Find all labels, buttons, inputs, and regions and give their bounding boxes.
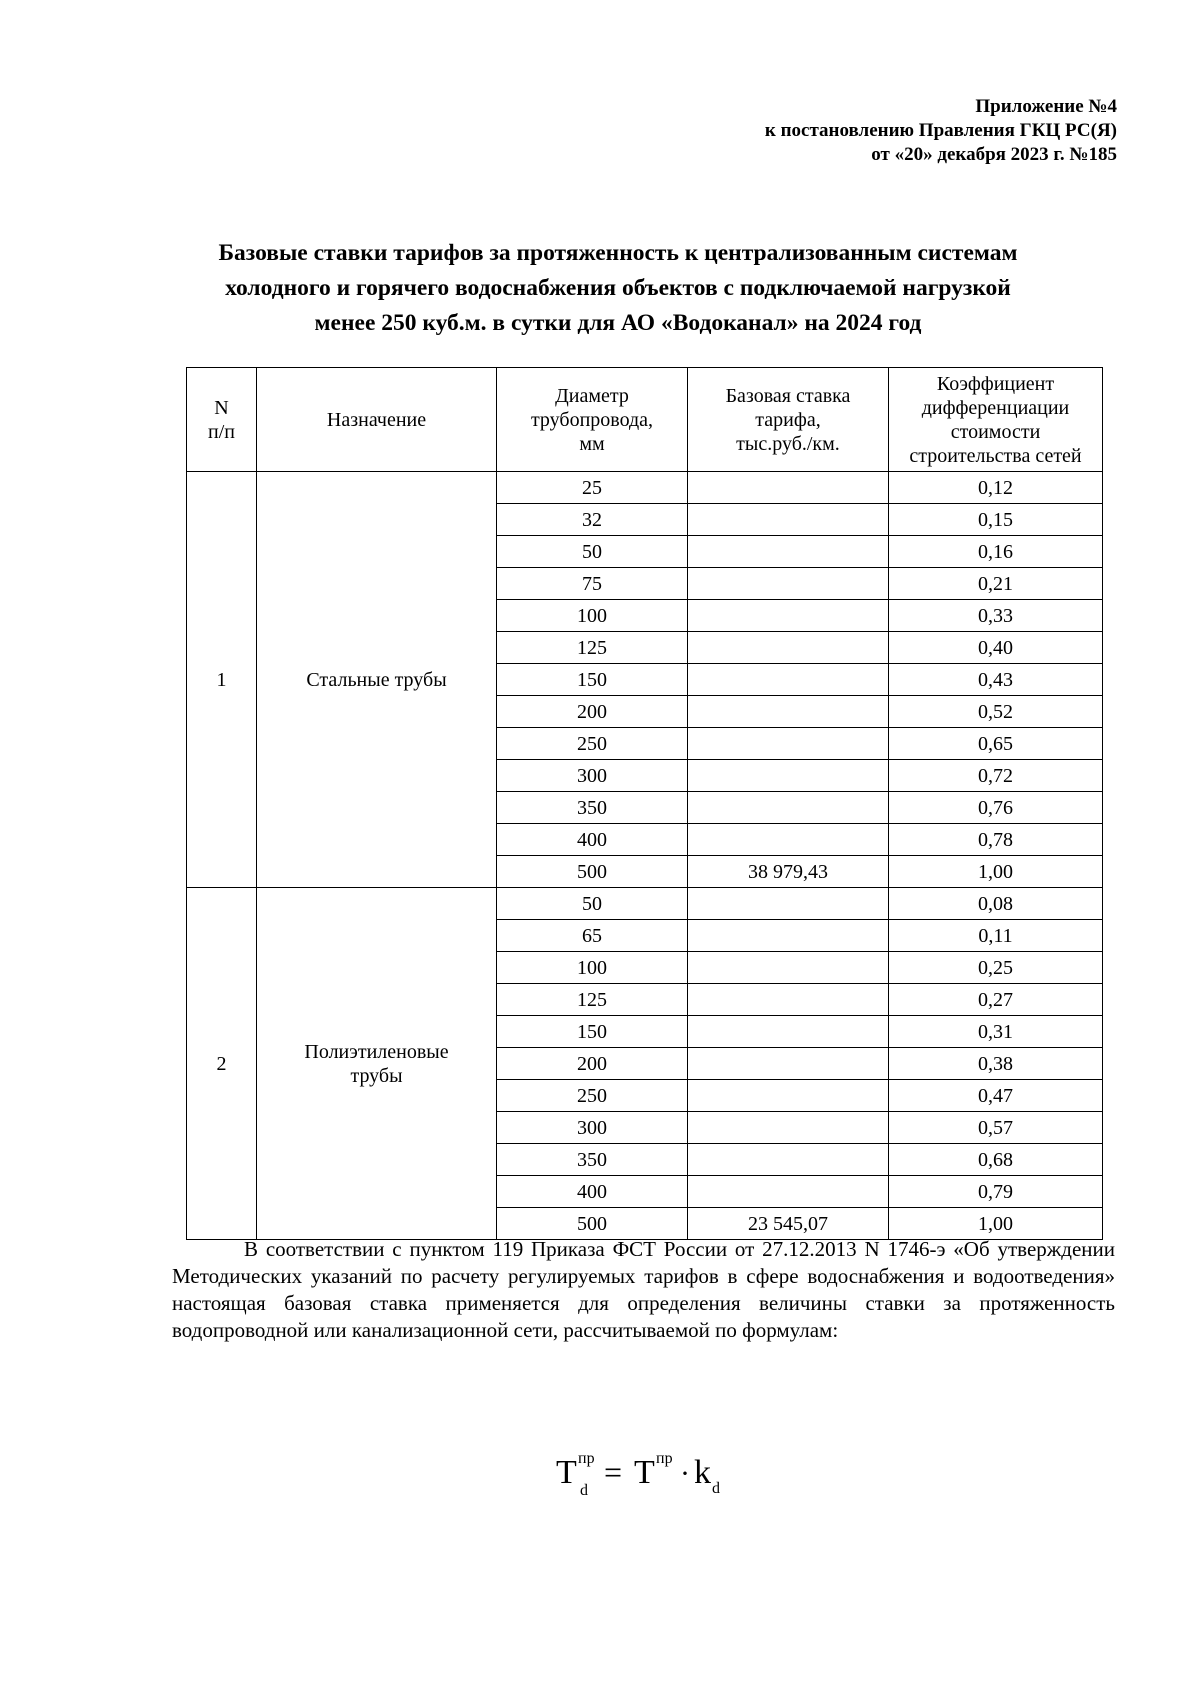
cell-coef: 0,72 <box>889 760 1103 792</box>
cell-rate <box>688 792 889 824</box>
cell-rate <box>688 952 889 984</box>
cell-diameter: 65 <box>497 920 688 952</box>
cell-diameter: 125 <box>497 984 688 1016</box>
body-paragraph: В соответствии с пунктом 119 Приказа ФСТ России от 27.12.2013 N 1746-э «Об утверждении Методических указаний по расчету регулируемых тарифов в сфере водоснабжения и водоотведения» настоящая базовая ставка применяется для определения величины ставки за протяженность водопроводной или канализационной сети, рассчитываемой по формулам: <box>172 1237 1115 1342</box>
formula-lhs-symbol: T <box>556 1454 577 1491</box>
cell-rate <box>688 632 889 664</box>
purpose-line: трубы <box>350 1064 403 1087</box>
formula-lhs-sub: d <box>580 1482 588 1499</box>
cell-diameter: 300 <box>497 1112 688 1144</box>
tariff-table <box>186 367 1103 1240</box>
cell-coef: 0,11 <box>889 920 1103 952</box>
cell-rate <box>688 696 889 728</box>
purpose-line: Стальные трубы <box>306 668 447 691</box>
cell-diameter: 500 <box>497 856 688 888</box>
cell-coef: 0,78 <box>889 824 1103 856</box>
header-coef-line: Коэффициент <box>936 372 1055 395</box>
purpose-line: Полиэтиленовые <box>304 1040 449 1063</box>
cell-rate <box>688 1112 889 1144</box>
appendix-line: к постановлению Правления ГКЦ РС(Я) <box>764 120 1117 141</box>
cell-coef: 0,38 <box>889 1048 1103 1080</box>
formula-rhs-symbol: T <box>634 1454 655 1491</box>
cell-diameter: 200 <box>497 1048 688 1080</box>
cell-rate: 23 545,07 <box>688 1208 889 1240</box>
cell-num: 2 <box>187 888 257 1240</box>
cell-purpose <box>257 472 497 888</box>
header-rate-line: тарифа, <box>755 408 821 431</box>
cell-coef: 0,25 <box>889 952 1103 984</box>
cell-rate: 38 979,43 <box>688 856 889 888</box>
cell-coef: 0,12 <box>889 472 1103 504</box>
cell-rate <box>688 920 889 952</box>
cell-diameter: 50 <box>497 536 688 568</box>
title-line: холодного и горячего водоснабжения объектов с подключаемой нагрузкой <box>225 275 1011 301</box>
cell-rate <box>688 1176 889 1208</box>
cell-diameter: 150 <box>497 1016 688 1048</box>
cell-rate <box>688 536 889 568</box>
header-num-line: N <box>214 396 229 419</box>
header-rate-line: Базовая ставка <box>725 384 851 407</box>
cell-coef: 0,43 <box>889 664 1103 696</box>
cell-rate <box>688 888 889 920</box>
cell-coef: 1,00 <box>889 856 1103 888</box>
cell-diameter: 50 <box>497 888 688 920</box>
cell-coef: 0,47 <box>889 1080 1103 1112</box>
cell-coef: 0,15 <box>889 504 1103 536</box>
cell-diameter: 350 <box>497 792 688 824</box>
formula-coef-symbol: k <box>694 1454 711 1491</box>
cell-rate <box>688 1048 889 1080</box>
cell-coef: 0,79 <box>889 1176 1103 1208</box>
table-body <box>187 472 1103 1240</box>
cell-coef: 0,57 <box>889 1112 1103 1144</box>
cell-rate <box>688 984 889 1016</box>
cell-purpose <box>257 888 497 1240</box>
table-row <box>187 888 1103 920</box>
cell-rate <box>688 1080 889 1112</box>
formula-rhs-sup: пр <box>656 1450 673 1467</box>
header-diameter <box>497 368 688 472</box>
cell-rate <box>688 1016 889 1048</box>
cell-coef: 0,16 <box>889 536 1103 568</box>
cell-diameter: 125 <box>497 632 688 664</box>
cell-diameter: 25 <box>497 472 688 504</box>
formula-dot: · <box>680 1457 690 1490</box>
cell-coef: 0,52 <box>889 696 1103 728</box>
title-line: менее 250 куб.м. в сутки для АО «Водоканал» на 2024 год <box>314 310 922 336</box>
header-num <box>187 368 257 472</box>
cell-diameter: 100 <box>497 952 688 984</box>
header-coef <box>889 368 1103 472</box>
cell-coef: 0,21 <box>889 568 1103 600</box>
cell-diameter: 350 <box>497 1144 688 1176</box>
header-purpose: Назначение <box>257 368 497 472</box>
header-coef-line: дифференциации <box>921 396 1070 419</box>
document-title <box>150 236 1086 341</box>
cell-coef: 0,65 <box>889 728 1103 760</box>
cell-diameter: 400 <box>497 1176 688 1208</box>
cell-rate <box>688 760 889 792</box>
cell-coef: 0,76 <box>889 792 1103 824</box>
header-diameter-line: Диаметр <box>555 384 629 407</box>
header-diameter-line: трубопровода, <box>530 408 654 431</box>
cell-rate <box>688 824 889 856</box>
cell-diameter: 400 <box>497 824 688 856</box>
cell-coef: 0,33 <box>889 600 1103 632</box>
cell-diameter: 500 <box>497 1208 688 1240</box>
cell-diameter: 250 <box>497 1080 688 1112</box>
cell-coef: 0,27 <box>889 984 1103 1016</box>
header-coef-line: стоимости <box>950 420 1041 443</box>
formula-lhs-sup: пр <box>578 1450 595 1467</box>
header-diameter-line: мм <box>579 432 605 455</box>
table-row <box>187 472 1103 504</box>
header-rate <box>688 368 889 472</box>
cell-diameter: 300 <box>497 760 688 792</box>
cell-coef: 0,31 <box>889 1016 1103 1048</box>
formula-equals: = <box>604 1454 623 1490</box>
cell-coef: 1,00 <box>889 1208 1103 1240</box>
appendix-line: Приложение №4 <box>975 96 1117 117</box>
title-line: Базовые ставки тарифов за протяженность к централизованным системам <box>218 240 1018 266</box>
cell-diameter: 150 <box>497 664 688 696</box>
header-num-line: п/п <box>208 420 235 443</box>
cell-rate <box>688 472 889 504</box>
cell-diameter: 32 <box>497 504 688 536</box>
cell-diameter: 200 <box>497 696 688 728</box>
appendix-header <box>765 95 1117 167</box>
cell-diameter: 75 <box>497 568 688 600</box>
formula-coef-sub: d <box>712 1480 720 1497</box>
table-header-row <box>187 368 1103 472</box>
cell-coef: 0,08 <box>889 888 1103 920</box>
formula <box>552 1443 772 1503</box>
header-coef-line: строительства сетей <box>909 444 1082 467</box>
cell-diameter: 100 <box>497 600 688 632</box>
header-rate-line: тыс.руб./км. <box>736 432 840 455</box>
cell-coef: 0,40 <box>889 632 1103 664</box>
cell-num: 1 <box>187 472 257 888</box>
cell-rate <box>688 1144 889 1176</box>
cell-rate <box>688 664 889 696</box>
cell-rate <box>688 504 889 536</box>
cell-rate <box>688 728 889 760</box>
appendix-line: от «20» декабря 2023 г. №185 <box>871 144 1117 165</box>
cell-rate <box>688 568 889 600</box>
cell-diameter: 250 <box>497 728 688 760</box>
cell-coef: 0,68 <box>889 1144 1103 1176</box>
cell-rate <box>688 600 889 632</box>
